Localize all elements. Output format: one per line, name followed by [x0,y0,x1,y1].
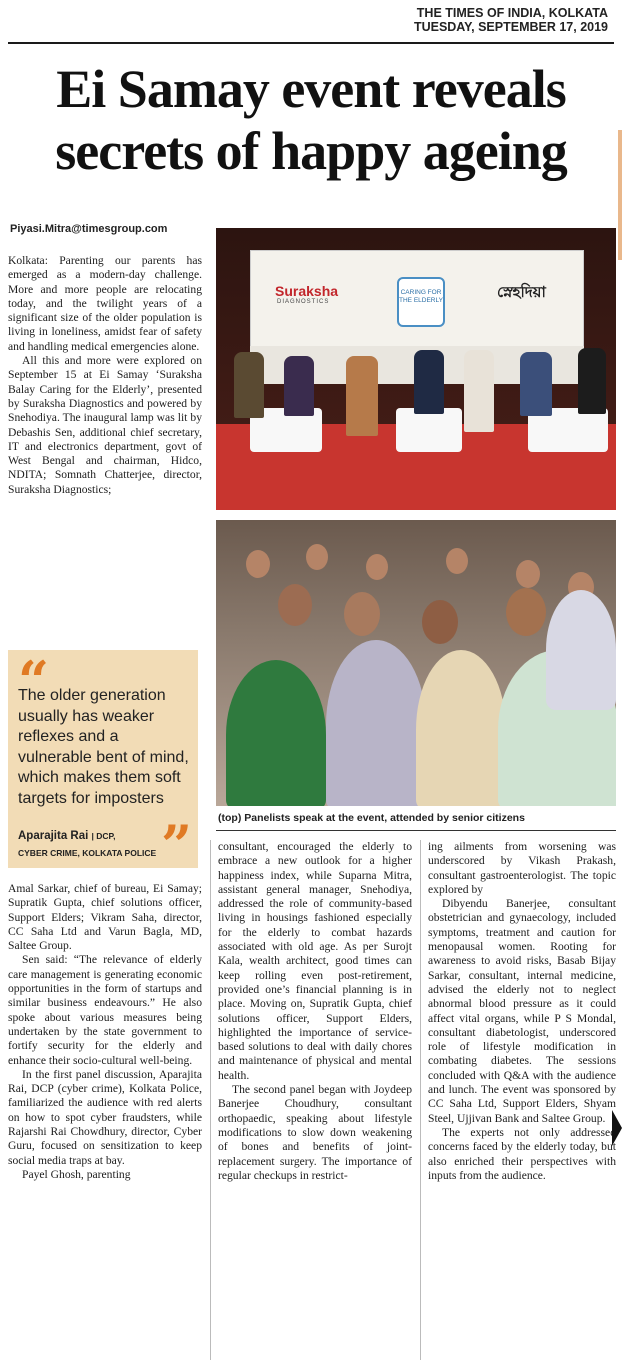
paragraph: Sen said: “The relevance of elderly care management is generating economic opportunities in the form of startups and similar business endeavours.” He also spoke about various measures being undertaken by the state government to fortify security for the elderly and enhance their socio-cultural well-being. [8,953,202,1067]
pull-quote-attribution: Aparajita Rai | DCP, [18,830,116,842]
audience-member [226,660,326,806]
paragraph: The experts not only addressed concerns faced by the elderly today, but also enriched their perspectives with inputs from the audience. [428,1125,616,1182]
paper-name: THE TIMES OF INDIA, KOLKATA [416,6,608,20]
article-column-1-bottom [8,882,202,1360]
pull-quote-text: The older generation usually has weaker reflexes and a vulnerable bent of mind, which makes them soft targets for imposters [18,687,189,807]
column-divider [420,840,421,1360]
page-edge-marker [618,130,622,260]
issue-date: TUESDAY, SEPTEMBER 17, 2019 [413,20,608,34]
headline-line-2: secrets of happy ageing [55,121,567,181]
paragraph: Dibyendu Banerjee, consultant obstetrician and gynaecology, included symptoms, treatment and caution for menopausal women. Rooting for awareness to avoid risks, Basab Bijay Sarkar, consultant, internal medicine, advised the elderly not to neglect abnormal blood pressure as it could affect vital organs, while P S Mondal, consultant diabetologist, underscored role of lifestyle modification in combating diabetes. The sessions concluded with Q&A with the audience and lunch. The event was sponsored by CC Saha Ltd, Support Elders, Shyam Steel, Ujjivan Bank and Saltee Group. [428,897,616,1125]
paragraph: Payel Ghosh, parenting [22,1167,131,1181]
headline-line-1: Ei Samay event reveals [56,59,566,119]
headline [8,58,614,182]
pull-quote [8,649,198,877]
stage-photo [216,228,616,510]
stage-backdrop [250,250,584,348]
audience-photo [216,520,616,806]
caption-rule [216,830,616,831]
audience-member [446,548,468,574]
pull-quote-role: CYBER CRIME, KOLKATA POLICE [18,848,157,858]
audience-member [306,544,328,570]
paragraph: All this and more were explored on September 15 at Ei Samay ‘Suraksha Balay Caring for the Elderly’, presented by Suraksha Diagnostics and powered by Snehodiya. The inaugural lamp was lit by Debashis Sen, additional chief secretary, IT and electronics department, govt of West Bengal and chairman, Hidco, NDITA; Somnath Chatterjee, director, Suraksha Diagnostics; [8,354,202,496]
byline: Piyasi.Mitra@timesgroup.com [10,223,168,235]
audience-member [516,560,540,588]
panelist [520,352,552,416]
panelist [414,350,444,414]
panelist [346,356,378,436]
photo-caption: (top) Panelists speak at the event, attended by senior citizens [218,812,525,824]
audience-member [506,588,546,636]
open-quote-icon: “ [18,649,50,713]
panelist [284,356,314,416]
audience-member [246,550,270,578]
audience-member [344,592,380,636]
audience-member [422,600,458,644]
paragraph: Kolkata: Parenting our parents has emerged as a modern-day challenge. More and more people are relocating today, and the twilight years of a significant size of the older population is living in loneliness, amidst fear of safety and handling medical emergencies alone. [8,254,202,353]
audience-member [278,584,312,626]
pull-quote-name: Aparajita Rai [18,830,89,842]
panelist [234,352,264,418]
article-column-2 [218,840,412,1360]
pull-quote-title: DCP, [96,831,116,841]
article-column-1-top [8,254,202,646]
sponsor-logo-sub: DIAGNOSTICS [277,299,330,305]
close-quote-icon: ” [160,813,192,877]
audience-member [326,640,426,806]
audience-member [416,650,506,806]
sponsor-logo-snehodiya: স্নেহদিয়া [497,283,546,301]
paragraph: consultant, encouraged the elderly to embrace a new outlook for a higher happiness index, while Suparna Mitra, assistant general manager, Snehodiya, addressed the role of community-based living in housings fashioned especially for the elderly to combat hazards associated with old age. As per Surojt Kala, wealth architect, good times can keep rolling even post-retirement, provided one’s financial planning is in place. Moving on, Supratik Gupta, chief solutions officer, Support Elders, highlighted the importance of service-based solutions to deal with daily chores and maintenance of physical and mental health. [218,840,412,1082]
panelist [578,348,606,414]
audience-member [546,590,616,710]
column-divider [210,840,211,1360]
panelist [464,350,494,432]
panel-table [396,408,462,452]
masthead-rule [8,42,614,44]
audience-member [366,554,388,580]
page-turn-arrow-icon [612,1110,622,1146]
paragraph: In the first panel discussion, Aparajita Rai, DCP (cyber crime), Kolkata Police, familiarized the audience with red alerts on how to spot cyber fraudsters, while Rajarshi Rai Chowdhury, director, Cyber Guru, focused on sensitization to keep social media traps at bay. [8,1067,202,1167]
article-column-3 [428,840,616,1360]
sponsor-logo-suraksha: Suraksha [275,283,339,299]
paragraph: Amal Sarkar, chief of bureau, Ei Samay; Supratik Gupta, chief solutions officer, Support Elders; Vikram Saha, director, CC Saha Ltd and Varun Bagla, MD, Saltee Group. [8,882,202,953]
paragraph: ing ailments from worsening was underscored by Vikash Prakash, consultant gastroenterologist. The topic explored by [428,840,616,896]
event-badge: CARING FOR THE ELDERLY [397,277,445,327]
paragraph: The second panel began with Joydeep Banerjee Choudhury, consultant orthopaedic, speaking about lifestyle modifications to slow down weakening of bones and benefits of joint-replacement surgery. The importance of regular checkups in restrict- [218,1083,412,1182]
masthead [414,6,608,34]
